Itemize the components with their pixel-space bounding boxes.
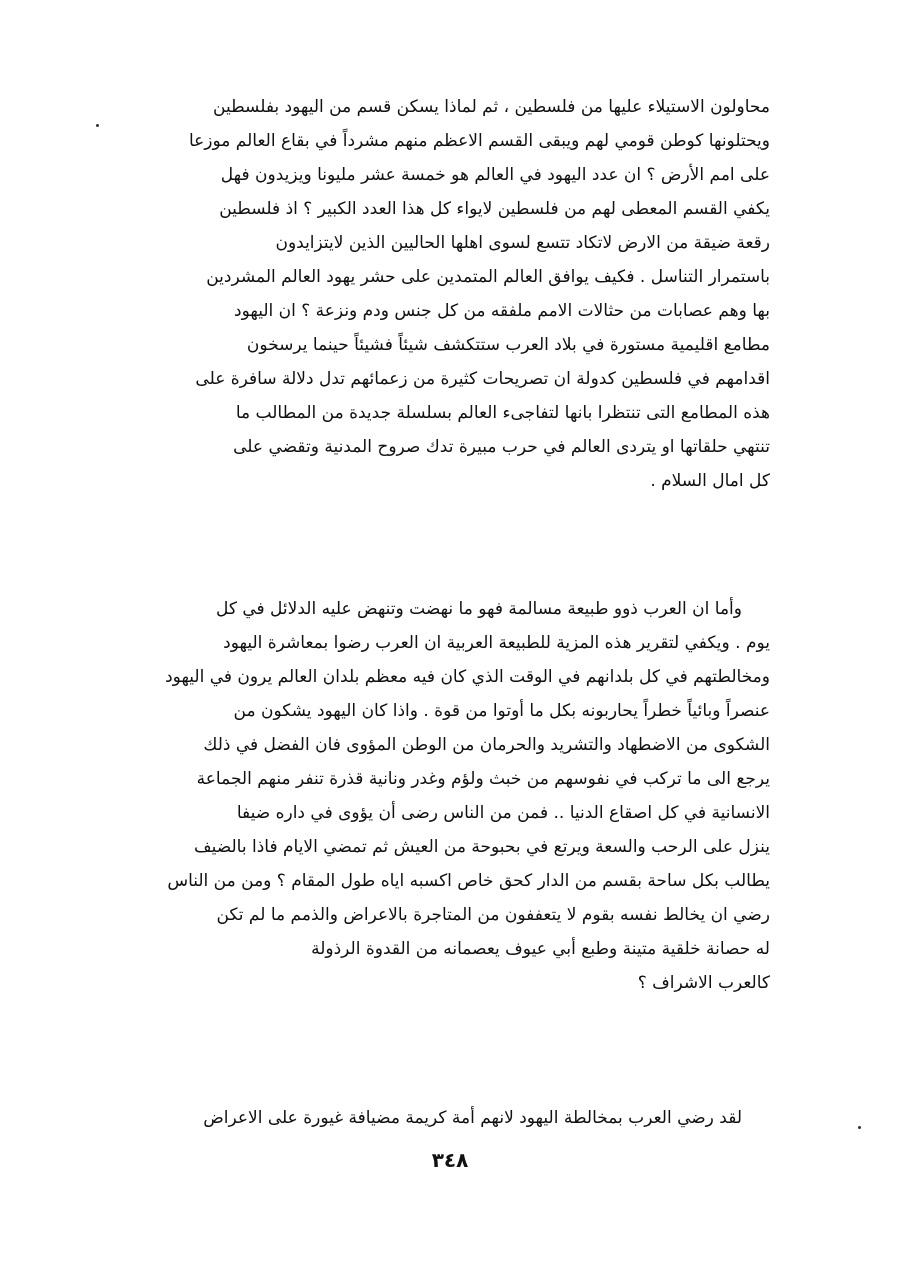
text-line: يطالب بكل ساحة بقسم من الدار كحق خاص اكسبه اياه طول المقام ؟ ومن من الناس [167, 871, 770, 891]
paragraph-3 [120, 1101, 770, 1135]
text-line: مطامع اقليمية مستورة في بلاد العرب ستتكشف شيئاً فشيئاً حينما يرسخون [246, 335, 770, 355]
text-line: الشكوى من الاضطهاد والتشريد والحرمان من الوطن المؤوى فان الفضل في ذلك [203, 735, 770, 755]
text-line: ينزل على الرحب والسعة ويرتع في بحبوحة من العيش ثم تمضي الايام فاذا بالضيف [194, 837, 770, 857]
page-number: ٣٤٨ [431, 1148, 469, 1172]
text-line: كل امال السلام . [650, 471, 770, 491]
text-line: ويحتلونها كوطن قومي لهم ويبقى القسم الاعظم منهم مشرداً في بقاع العالم موزعا [188, 131, 770, 151]
text-line: رضي ان يخالط نفسه بقوم لا يتعففون من المتاجرة بالاعراض والذمم ما لم تكن [216, 905, 770, 925]
paragraph-1 [120, 90, 770, 498]
text-line: ومخالطتهم في كل بلدانهم في الوقت الذي كان فيه معظم بلدان العالم يرون في اليهود [165, 667, 770, 687]
text-line: يكفي القسم المعطى لهم من فلسطين لايواء كل هذا العدد الكبير ؟ اذ فلسطين [219, 199, 770, 219]
text-line: رقعة ضيقة من الارض لاتكاد تتسع لسوى اهلها الحاليين الذين لايتزايدون [275, 233, 770, 253]
text-line: هذه المطامع التى تنتظرا بانها لتفاجىء العالم بسلسلة جديدة من المطالب ما [235, 403, 770, 423]
text-line: اقدامهم في فلسطين كدولة ان تصريحات كثيرة من زعمائهم تدل دلالة سافرة على [195, 369, 770, 389]
scan-speck [858, 1126, 861, 1129]
paragraph-2 [120, 592, 770, 1000]
text-line: محاولون الاستيلاء عليها من فلسطين ، ثم لماذا يسكن قسم من اليهود بفلسطين [213, 97, 770, 117]
text-line: عنصراً وبائياً خطراً يحاربونه بكل ما أوتوا من قوة . واذا كان اليهود يشكون من [233, 701, 770, 721]
text-line: على امم الأرض ؟ ان عدد اليهود في العالم هو خمسة عشر مليونا ويزيدون فهل [220, 165, 770, 185]
text-line: يوم . ويكفي لتقرير هذه المزية للطبيعة العربية ان العرب رضوا بمعاشرة اليهود [223, 633, 770, 653]
text-line: يرجع الى ما تركب في نفوسهم من خبث ولؤم وغدر ونانية قذرة تنفر منهم الجماعة [196, 769, 770, 789]
text-line: بها وهم عصابات من حثالات الامم ملفقه من كل جنس ودم ونزعة ؟ ان اليهود [234, 301, 770, 321]
text-line: له حصانة خلقية متينة وطبع أبي عيوف يعصمانه من القدوة الرذولة [311, 939, 770, 959]
text-line: وأما ان العرب ذوو طبيعة مسالمة فهو ما نهضت وتنهض عليه الدلائل في كل [215, 599, 742, 619]
text-line: كالعرب الاشراف ؟ [637, 973, 770, 993]
scan-speck [96, 124, 99, 127]
text-line: الانسانية في كل اصقاع الدنيا .. فمن من الناس رضى أن يؤوى في داره ضيفا [236, 803, 770, 823]
text-line: تنتهي حلقاتها او يتردى العالم في حرب مبيرة تدك صروح المدنية وتقضي على [233, 437, 770, 457]
text-line: لقد رضي العرب بمخالطة اليهود لانهم أمة كريمة مضيافة غيورة على الاعراض [203, 1108, 742, 1128]
text-line: باستمرار التناسل . فكيف يوافق العالم المتمدين على حشر يهود العالم المشردين [206, 267, 770, 287]
